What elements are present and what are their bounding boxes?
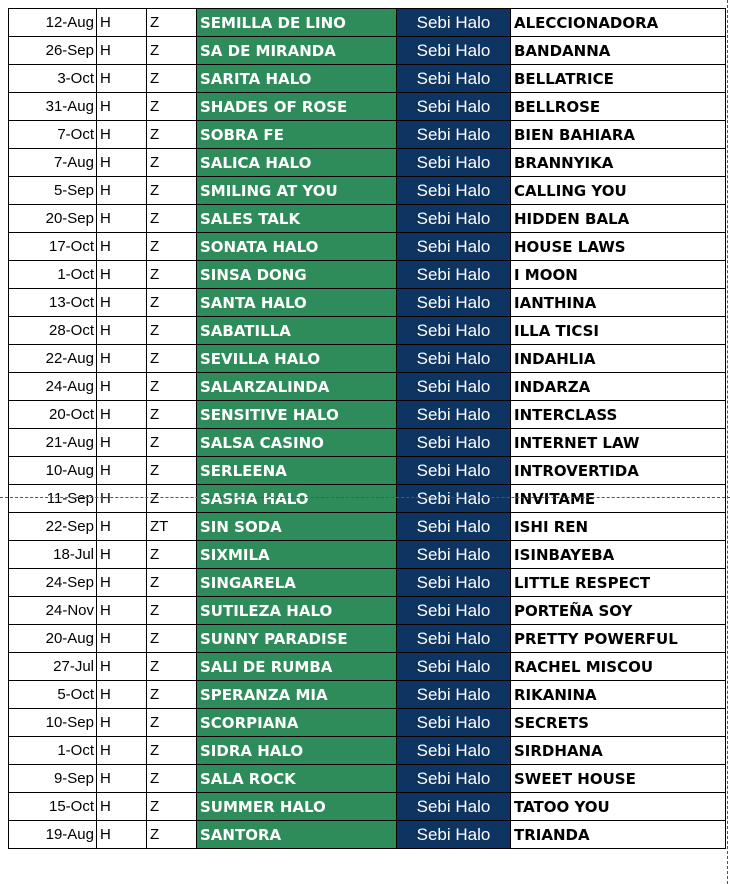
dam-cell[interactable]: CALLING YOU [511, 177, 726, 205]
type-cell[interactable]: Z [147, 93, 197, 121]
date-cell[interactable]: 15-Oct [9, 793, 97, 821]
dam-cell[interactable]: RACHEL MISCOU [511, 653, 726, 681]
table-body [9, 9, 726, 849]
page-break-line [0, 497, 730, 498]
sex-cell[interactable]: H [97, 457, 147, 485]
sire-cell[interactable]: Sebi Halo [397, 597, 511, 625]
table-row [9, 345, 726, 373]
date-cell[interactable]: 24-Aug [9, 373, 97, 401]
type-cell[interactable]: ZT [147, 513, 197, 541]
table-row [9, 317, 726, 345]
date-cell[interactable]: 7-Oct [9, 121, 97, 149]
table-row [9, 373, 726, 401]
sex-cell[interactable]: H [97, 709, 147, 737]
sex-cell[interactable]: H [97, 485, 147, 513]
dam-cell[interactable]: RIKANINA [511, 681, 726, 709]
table-row [9, 597, 726, 625]
table-row [9, 289, 726, 317]
type-cell[interactable]: Z [147, 121, 197, 149]
name-cell[interactable]: SASHA HALO [197, 485, 397, 513]
sex-cell[interactable]: H [97, 37, 147, 65]
date-cell[interactable]: 31-Aug [9, 93, 97, 121]
table-row [9, 821, 726, 849]
date-cell[interactable]: 12-Aug [9, 9, 97, 37]
name-cell[interactable]: SIXMILA [197, 541, 397, 569]
name-cell[interactable]: SEVILLA HALO [197, 345, 397, 373]
dam-cell[interactable]: INDARZA [511, 373, 726, 401]
sex-cell[interactable]: H [97, 429, 147, 457]
dam-cell[interactable]: INTERNET LAW [511, 429, 726, 457]
sex-cell[interactable]: H [97, 345, 147, 373]
table-row [9, 737, 726, 765]
type-cell[interactable]: Z [147, 205, 197, 233]
sire-cell[interactable]: Sebi Halo [397, 9, 511, 37]
type-cell[interactable]: Z [147, 233, 197, 261]
spreadsheet-table [8, 8, 726, 849]
type-cell[interactable]: Z [147, 457, 197, 485]
name-cell[interactable]: SMILING AT YOU [197, 177, 397, 205]
name-cell[interactable]: SUMMER HALO [197, 793, 397, 821]
sex-cell[interactable]: H [97, 177, 147, 205]
date-cell[interactable]: 19-Aug [9, 821, 97, 849]
date-cell[interactable]: 20-Oct [9, 401, 97, 429]
table-row [9, 233, 726, 261]
sire-cell[interactable]: Sebi Halo [397, 177, 511, 205]
dam-cell[interactable]: HIDDEN BALA [511, 205, 726, 233]
dam-cell[interactable]: ILLA TICSI [511, 317, 726, 345]
type-cell[interactable]: Z [147, 177, 197, 205]
name-cell[interactable]: SEMILLA DE LINO [197, 9, 397, 37]
date-cell[interactable]: 22-Aug [9, 345, 97, 373]
dam-cell[interactable]: BELLROSE [511, 93, 726, 121]
name-cell[interactable]: SENSITIVE HALO [197, 401, 397, 429]
table-row [9, 261, 726, 289]
name-cell[interactable]: SCORPIANA [197, 709, 397, 737]
dam-cell[interactable]: INDAHLIA [511, 345, 726, 373]
dam-cell[interactable]: BIEN BAHIARA [511, 121, 726, 149]
table-row [9, 653, 726, 681]
sex-cell[interactable]: H [97, 9, 147, 37]
sex-cell[interactable]: H [97, 653, 147, 681]
sex-cell[interactable]: H [97, 93, 147, 121]
sex-cell[interactable]: H [97, 597, 147, 625]
sex-cell[interactable]: H [97, 149, 147, 177]
date-cell[interactable]: 5-Sep [9, 177, 97, 205]
dam-cell[interactable]: BANDANNA [511, 37, 726, 65]
dam-cell[interactable]: ALECCIONADORA [511, 9, 726, 37]
date-cell[interactable]: 9-Sep [9, 765, 97, 793]
table-row [9, 793, 726, 821]
date-cell[interactable]: 28-Oct [9, 317, 97, 345]
type-cell[interactable]: Z [147, 681, 197, 709]
sire-cell[interactable]: Sebi Halo [397, 289, 511, 317]
table-row [9, 541, 726, 569]
sex-cell[interactable]: H [97, 513, 147, 541]
sire-cell[interactable]: Sebi Halo [397, 541, 511, 569]
dam-cell[interactable]: SECRETS [511, 709, 726, 737]
sire-cell[interactable]: Sebi Halo [397, 485, 511, 513]
date-cell[interactable]: 13-Oct [9, 289, 97, 317]
sex-cell[interactable]: H [97, 121, 147, 149]
sire-cell[interactable]: Sebi Halo [397, 457, 511, 485]
sire-cell[interactable]: Sebi Halo [397, 513, 511, 541]
sire-cell[interactable]: Sebi Halo [397, 65, 511, 93]
sire-cell[interactable]: Sebi Halo [397, 345, 511, 373]
sex-cell[interactable]: H [97, 65, 147, 93]
date-cell[interactable]: 22-Sep [9, 513, 97, 541]
table-row [9, 457, 726, 485]
type-cell[interactable]: Z [147, 597, 197, 625]
sex-cell[interactable]: H [97, 765, 147, 793]
table-row [9, 485, 726, 513]
name-cell[interactable]: SHADES OF ROSE [197, 93, 397, 121]
name-cell[interactable]: SALICA HALO [197, 149, 397, 177]
date-cell[interactable]: 27-Jul [9, 653, 97, 681]
dam-cell[interactable]: BRANNYIKA [511, 149, 726, 177]
sire-cell[interactable]: Sebi Halo [397, 765, 511, 793]
table-row [9, 65, 726, 93]
sex-cell[interactable]: H [97, 317, 147, 345]
type-cell[interactable]: Z [147, 429, 197, 457]
dam-cell[interactable]: HOUSE LAWS [511, 233, 726, 261]
sire-cell[interactable]: Sebi Halo [397, 93, 511, 121]
table-row [9, 93, 726, 121]
name-cell[interactable]: SOBRA FE [197, 121, 397, 149]
table-row [9, 709, 726, 737]
page-edge-line [727, 0, 728, 884]
sex-cell[interactable]: H [97, 261, 147, 289]
type-cell[interactable]: Z [147, 541, 197, 569]
date-cell[interactable]: 3-Oct [9, 65, 97, 93]
name-cell[interactable]: SONATA HALO [197, 233, 397, 261]
type-cell[interactable]: Z [147, 569, 197, 597]
table-row [9, 205, 726, 233]
date-cell[interactable]: 5-Oct [9, 681, 97, 709]
dam-cell[interactable]: I MOON [511, 261, 726, 289]
date-cell[interactable]: 24-Sep [9, 569, 97, 597]
sex-cell[interactable]: H [97, 373, 147, 401]
sire-cell[interactable]: Sebi Halo [397, 261, 511, 289]
type-cell[interactable]: Z [147, 765, 197, 793]
sex-cell[interactable]: H [97, 205, 147, 233]
table-row [9, 513, 726, 541]
type-cell[interactable]: Z [147, 317, 197, 345]
date-cell[interactable]: 20-Aug [9, 625, 97, 653]
table-row [9, 681, 726, 709]
sire-cell[interactable]: Sebi Halo [397, 121, 511, 149]
sire-cell[interactable]: Sebi Halo [397, 737, 511, 765]
dam-cell[interactable]: SWEET HOUSE [511, 765, 726, 793]
name-cell[interactable]: SALES TALK [197, 205, 397, 233]
type-cell[interactable]: Z [147, 653, 197, 681]
dam-cell[interactable]: LITTLE RESPECT [511, 569, 726, 597]
date-cell[interactable]: 10-Aug [9, 457, 97, 485]
sex-cell[interactable]: H [97, 541, 147, 569]
type-cell[interactable]: Z [147, 737, 197, 765]
dam-cell[interactable]: BELLATRICE [511, 65, 726, 93]
dam-cell[interactable]: IANTHINA [511, 289, 726, 317]
sire-cell[interactable]: Sebi Halo [397, 793, 511, 821]
date-cell[interactable]: 1-Oct [9, 737, 97, 765]
type-cell[interactable]: Z [147, 65, 197, 93]
sex-cell[interactable]: H [97, 821, 147, 849]
dam-cell[interactable]: SIRDHANA [511, 737, 726, 765]
name-cell[interactable]: SINSA DONG [197, 261, 397, 289]
sire-cell[interactable]: Sebi Halo [397, 317, 511, 345]
type-cell[interactable]: Z [147, 793, 197, 821]
sire-cell[interactable]: Sebi Halo [397, 233, 511, 261]
name-cell[interactable]: SALI DE RUMBA [197, 653, 397, 681]
type-cell[interactable]: Z [147, 373, 197, 401]
type-cell[interactable]: Z [147, 821, 197, 849]
dam-cell[interactable]: INVITAME [511, 485, 726, 513]
name-cell[interactable]: SABATILLA [197, 317, 397, 345]
sex-cell[interactable]: H [97, 233, 147, 261]
type-cell[interactable]: Z [147, 709, 197, 737]
table-row [9, 569, 726, 597]
name-cell[interactable]: SINGARELA [197, 569, 397, 597]
sire-cell[interactable]: Sebi Halo [397, 429, 511, 457]
date-cell[interactable]: 11-Sep [9, 485, 97, 513]
date-cell[interactable]: 20-Sep [9, 205, 97, 233]
date-cell[interactable]: 26-Sep [9, 37, 97, 65]
type-cell[interactable]: Z [147, 37, 197, 65]
date-cell[interactable]: 18-Jul [9, 541, 97, 569]
sire-cell[interactable]: Sebi Halo [397, 709, 511, 737]
date-cell[interactable]: 24-Nov [9, 597, 97, 625]
table-row [9, 177, 726, 205]
table-row [9, 121, 726, 149]
sire-cell[interactable]: Sebi Halo [397, 149, 511, 177]
table-row [9, 765, 726, 793]
table-row [9, 37, 726, 65]
dam-cell[interactable]: TRIANDA [511, 821, 726, 849]
name-cell[interactable]: SIDRA HALO [197, 737, 397, 765]
type-cell[interactable]: Z [147, 625, 197, 653]
date-cell[interactable]: 17-Oct [9, 233, 97, 261]
name-cell[interactable]: SANTA HALO [197, 289, 397, 317]
sex-cell[interactable]: H [97, 681, 147, 709]
dam-cell[interactable]: INTERCLASS [511, 401, 726, 429]
name-cell[interactable]: SARITA HALO [197, 65, 397, 93]
sire-cell[interactable]: Sebi Halo [397, 821, 511, 849]
table-row [9, 149, 726, 177]
date-cell[interactable]: 1-Oct [9, 261, 97, 289]
type-cell[interactable]: Z [147, 289, 197, 317]
table-row [9, 429, 726, 457]
dam-cell[interactable]: ISINBAYEBA [511, 541, 726, 569]
sire-cell[interactable]: Sebi Halo [397, 653, 511, 681]
type-cell[interactable]: Z [147, 261, 197, 289]
type-cell[interactable]: Z [147, 149, 197, 177]
sire-cell[interactable]: Sebi Halo [397, 401, 511, 429]
type-cell[interactable]: Z [147, 401, 197, 429]
dam-cell[interactable]: PRETTY POWERFUL [511, 625, 726, 653]
date-cell[interactable]: 7-Aug [9, 149, 97, 177]
sex-cell[interactable]: H [97, 793, 147, 821]
date-cell[interactable]: 21-Aug [9, 429, 97, 457]
sire-cell[interactable]: Sebi Halo [397, 37, 511, 65]
name-cell[interactable]: SA DE MIRANDA [197, 37, 397, 65]
dam-cell[interactable]: TATOO YOU [511, 793, 726, 821]
dam-cell[interactable]: PORTEÑA SOY [511, 597, 726, 625]
name-cell[interactable]: SUNNY PARADISE [197, 625, 397, 653]
dam-cell[interactable]: ISHI REN [511, 513, 726, 541]
dam-cell[interactable]: INTROVERTIDA [511, 457, 726, 485]
type-cell[interactable]: Z [147, 345, 197, 373]
table-row [9, 401, 726, 429]
name-cell[interactable]: SPERANZA MIA [197, 681, 397, 709]
table-row [9, 625, 726, 653]
sire-cell[interactable]: Sebi Halo [397, 569, 511, 597]
name-cell[interactable]: SUTILEZA HALO [197, 597, 397, 625]
sex-cell[interactable]: H [97, 625, 147, 653]
date-cell[interactable]: 10-Sep [9, 709, 97, 737]
sire-cell[interactable]: Sebi Halo [397, 681, 511, 709]
name-cell[interactable]: SERLEENA [197, 457, 397, 485]
type-cell[interactable]: Z [147, 9, 197, 37]
name-cell[interactable]: SALARZALINDA [197, 373, 397, 401]
sex-cell[interactable]: H [97, 737, 147, 765]
sire-cell[interactable]: Sebi Halo [397, 205, 511, 233]
sire-cell[interactable]: Sebi Halo [397, 625, 511, 653]
name-cell[interactable]: SALA ROCK [197, 765, 397, 793]
sex-cell[interactable]: H [97, 401, 147, 429]
sex-cell[interactable]: H [97, 569, 147, 597]
sire-cell[interactable]: Sebi Halo [397, 373, 511, 401]
sex-cell[interactable]: H [97, 289, 147, 317]
type-cell[interactable]: Z [147, 485, 197, 513]
name-cell[interactable]: SALSA CASINO [197, 429, 397, 457]
name-cell[interactable]: SANTORA [197, 821, 397, 849]
table-row [9, 9, 726, 37]
name-cell[interactable]: SIN SODA [197, 513, 397, 541]
